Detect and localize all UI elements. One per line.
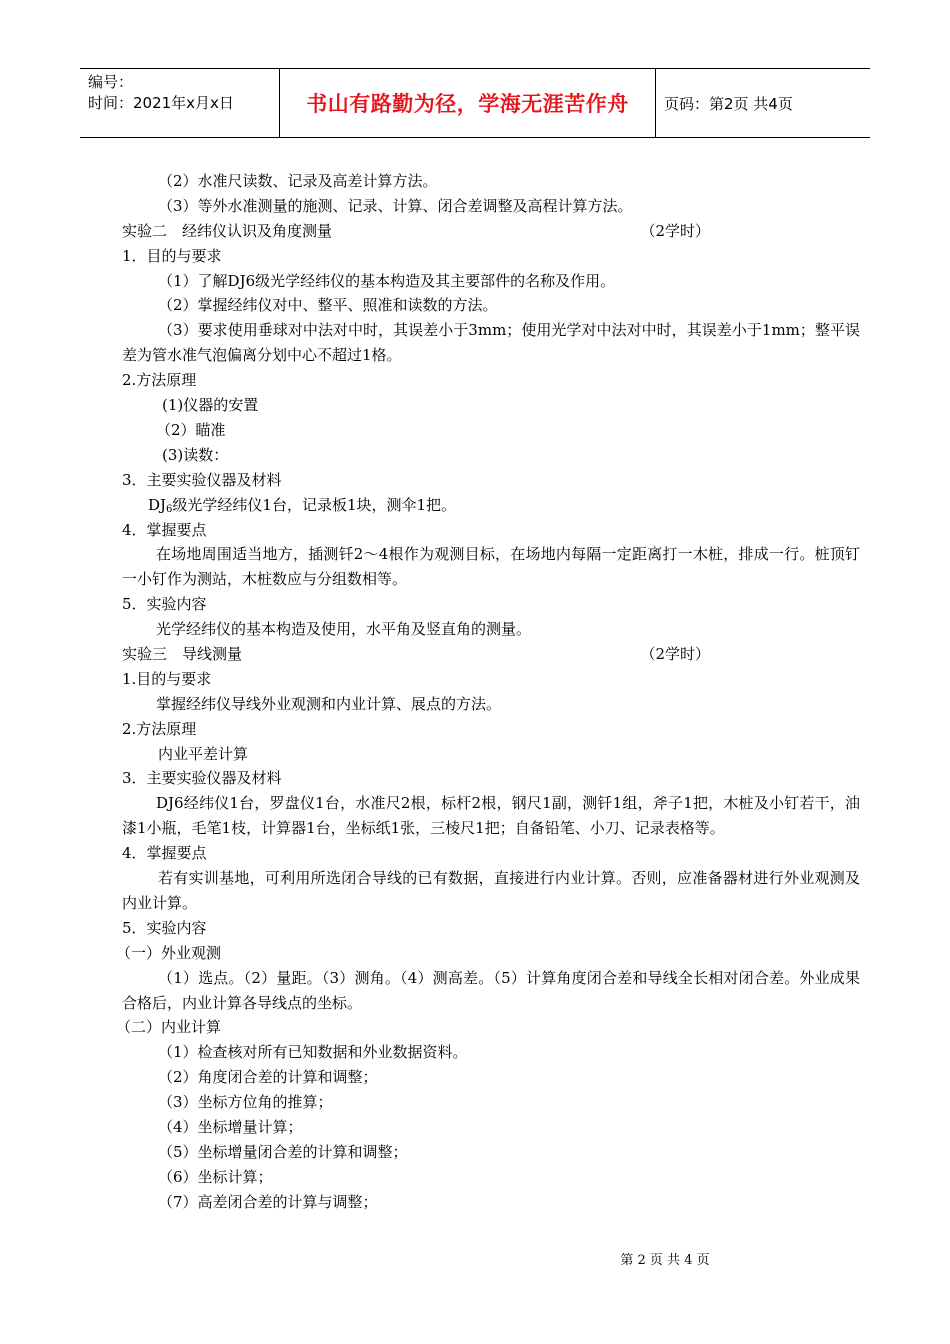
text-paragraph: （1）选点。（2）量距。（3）测角。（4）测高差。（5）计算角度闭合差和导线全长相对闭合差。外业成果合格后，内业计算各导线点的坐标。 [122, 968, 860, 1012]
subheading: 4．掌握要点 [122, 844, 207, 863]
subheading: 1.目的与要求 [122, 669, 212, 688]
subheading: 1．目的与要求 [122, 246, 222, 265]
text-line: （7）高差闭合差的计算与调整； [158, 1192, 378, 1211]
document-body [116, 169, 860, 1215]
date-label: 时间：2021年x月x日 [88, 94, 234, 112]
subheading: 5．实验内容 [122, 595, 207, 614]
text-line: 光学经纬仪的基本构造及使用，水平角及竖直角的测量。 [156, 620, 532, 639]
text-line: （6）坐标计算； [158, 1167, 273, 1186]
subheading: （二）内业计算 [116, 1018, 222, 1037]
subheading: 4．掌握要点 [122, 520, 207, 539]
text-line: （5）坐标增量闭合差的计算和调整； [158, 1142, 408, 1161]
text-line: (3)读数： [162, 445, 229, 464]
section-heading-exp2 [122, 219, 860, 244]
text-line: （1）检查核对所有已知数据和外业数据资料。 [158, 1043, 468, 1062]
page-footer: 第 2 页 共 4 页 [620, 1253, 710, 1268]
serial-label: 编号： [88, 73, 134, 91]
text-paragraph: 若有实训基地，可利用所选闭合导线的已有数据，直接进行内业计算。否则，应准备器材进行外业观测及内业计算。 [122, 869, 860, 912]
text-paragraph: （3）要求使用垂球对中法对中时，其误差小于3mm；使用光学对中法对中时，其误差小于1mm；整平误差为管水准气泡偏离分划中心不超过1格。 [122, 321, 860, 365]
section-hours: （2学时） [640, 221, 710, 240]
subheading: 2.方法原理 [122, 371, 197, 390]
text-line: （1）了解DJ6级光学经纬仪的基本构造及其主要部件的名称及作用。 [158, 271, 616, 290]
header-motto-cell [280, 69, 656, 137]
section-heading-exp3 [122, 642, 860, 667]
header-meta [80, 69, 280, 137]
text-line: （2）水准尺读数、记录及高差计算方法。 [158, 172, 438, 190]
section-hours: （2学时） [640, 644, 710, 663]
text-paragraph: 在场地周围适当地方，插测钎2～4根作为观测目标，在场地内每隔一定距离打一木桩，排成一行。桩顶钉一小钉作为测站，木桩数应与分组数相等。 [122, 545, 860, 589]
text-line: （3）等外水准测量的施测、记录、计算、闭合差调整及高程计算方法。 [158, 196, 633, 215]
text-line: (1)仪器的安置 [162, 396, 259, 415]
subheading: 2.方法原理 [122, 719, 197, 738]
subheading: （一）外业观测 [116, 943, 222, 962]
page-info-text: 页码：第2页 共4页 [664, 94, 793, 113]
text-line: （3）坐标方位角的推算； [158, 1093, 333, 1112]
instrument-subscript: 6 [166, 503, 173, 515]
text-paragraph: DJ6经纬仪1台，罗盘仪1台，水准尺2根，标杆2根，钢尺1副，测钎1组，斧子1把，木桩及小钉若干，油漆1小瓶，毛笔1枝，计算器1台，坐标纸1张，三棱尺1把；自备铅笔、小刀、记录表格等。 [122, 794, 860, 838]
subheading: 5．实验内容 [122, 918, 207, 937]
instrument-prefix: DJ [148, 495, 167, 514]
subheading: 3．主要实验仪器及材料 [122, 470, 282, 489]
text-line: （4）坐标增量计算； [158, 1118, 303, 1136]
text-line-instruments [122, 493, 860, 518]
text-line: （2）角度闭合差的计算和调整； [158, 1068, 378, 1087]
page-header [80, 68, 870, 138]
instrument-text: 级光学经纬仪1台，记录板1块，测伞1把。 [172, 495, 457, 514]
header-page-info [656, 69, 870, 137]
section-title: 实验三 导线测量 [122, 644, 243, 663]
subheading: 3．主要实验仪器及材料 [122, 769, 282, 788]
motto-text: 书山有路勤为径，学海无涯苦作舟 [306, 92, 629, 116]
text-line: 掌握经纬仪导线外业观测和内业计算、展点的方法。 [156, 694, 502, 713]
text-line: （2）掌握经纬仪对中、整平、照准和读数的方法。 [158, 296, 498, 315]
section-title: 实验二 经纬仪认识及角度测量 [122, 221, 333, 240]
text-line: 内业平差计算 [158, 744, 249, 763]
text-line: （2）瞄准 [156, 420, 226, 439]
